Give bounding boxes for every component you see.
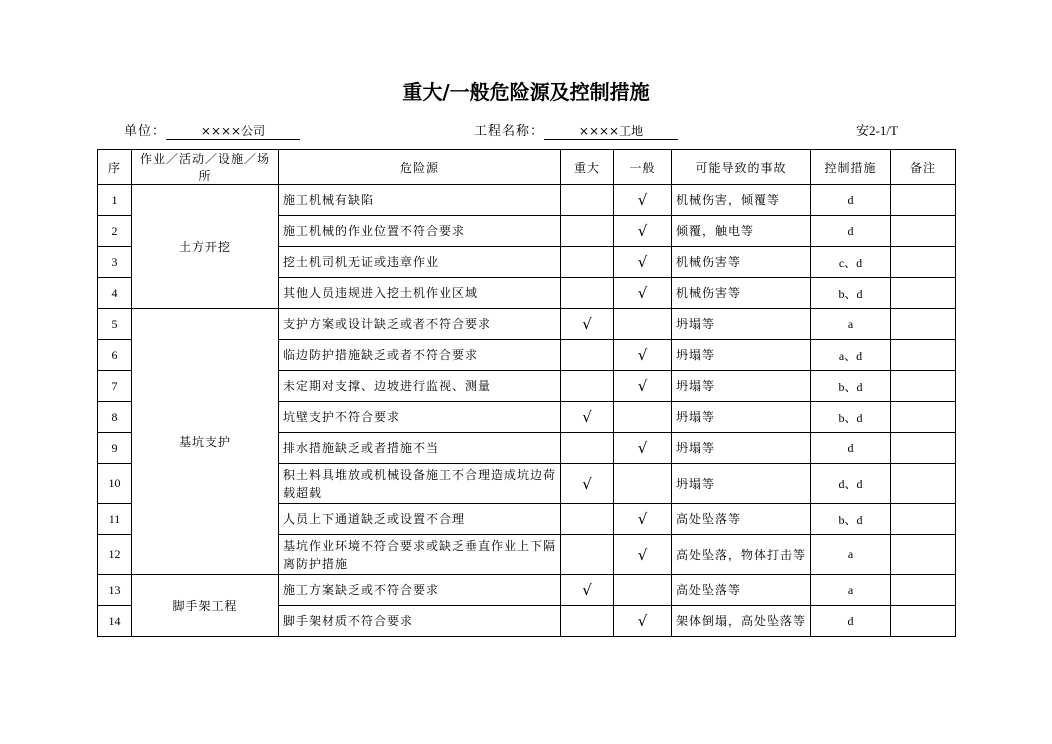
- col-header-accident: 可能导致的事故: [672, 150, 811, 185]
- general-check: √: [614, 247, 672, 278]
- row-number: 3: [98, 247, 132, 278]
- note-cell: [891, 309, 956, 340]
- hazard-cell: 施工方案缺乏或不符合要求: [279, 575, 561, 606]
- hazard-cell: 其他人员违规进入挖土机作业区域: [279, 278, 561, 309]
- note-cell: [891, 340, 956, 371]
- general-check: √: [614, 433, 672, 464]
- hazard-cell: 基坑作业环境不符合要求或缺乏垂直作业上下隔离防护措施: [279, 535, 561, 575]
- accident-cell: 坍塌等: [672, 464, 811, 504]
- activity-cell: 基坑支护: [132, 309, 279, 575]
- col-header-activity: 作业／活动／设施／场所: [132, 150, 279, 185]
- row-number: 13: [98, 575, 132, 606]
- activity-cell: 土方开挖: [132, 185, 279, 309]
- control-cell: d: [811, 606, 891, 637]
- major-check: [561, 504, 614, 535]
- row-number: 8: [98, 402, 132, 433]
- general-check: √: [614, 606, 672, 637]
- hazard-cell: 施工机械有缺陷: [279, 185, 561, 216]
- general-check: √: [614, 371, 672, 402]
- accident-cell: 坍塌等: [672, 309, 811, 340]
- row-number: 4: [98, 278, 132, 309]
- control-cell: a: [811, 575, 891, 606]
- note-cell: [891, 278, 956, 309]
- general-check: [614, 464, 672, 504]
- note-cell: [891, 575, 956, 606]
- row-number: 9: [98, 433, 132, 464]
- activity-cell: 脚手架工程: [132, 575, 279, 637]
- hazard-cell: 施工机械的作业位置不符合要求: [279, 216, 561, 247]
- major-check: [561, 247, 614, 278]
- general-check: √: [614, 185, 672, 216]
- accident-cell: 坍塌等: [672, 371, 811, 402]
- col-header-no: 序: [98, 150, 132, 185]
- page-title: 重大/一般危险源及控制措施: [402, 80, 650, 104]
- row-number: 7: [98, 371, 132, 402]
- accident-cell: 机械伤害等: [672, 247, 811, 278]
- hazard-cell: 脚手架材质不符合要求: [279, 606, 561, 637]
- control-cell: a: [811, 309, 891, 340]
- accident-cell: 坍塌等: [672, 340, 811, 371]
- hazard-cell: 坑壁支护不符合要求: [279, 402, 561, 433]
- note-cell: [891, 433, 956, 464]
- control-cell: b、d: [811, 371, 891, 402]
- accident-cell: 高处坠落，物体打击等: [672, 535, 811, 575]
- unit-field: [124, 120, 300, 140]
- major-check: [561, 278, 614, 309]
- control-cell: d: [811, 185, 891, 216]
- control-cell: d: [811, 216, 891, 247]
- col-header-note: 备注: [891, 150, 956, 185]
- major-check: [561, 535, 614, 575]
- accident-cell: 倾覆，触电等: [672, 216, 811, 247]
- control-cell: a、d: [811, 340, 891, 371]
- hazard-cell: 积土料具堆放或机械设备施工不合理造成坑边荷载超载: [279, 464, 561, 504]
- project-label: 工程名称：: [474, 124, 545, 139]
- row-number: 12: [98, 535, 132, 575]
- accident-cell: 高处坠落等: [672, 575, 811, 606]
- major-check: [561, 185, 614, 216]
- note-cell: [891, 504, 956, 535]
- table-body: [98, 185, 956, 637]
- major-check: √: [561, 309, 614, 340]
- major-check: √: [561, 464, 614, 504]
- note-cell: [891, 371, 956, 402]
- unit-value: ××××公司: [166, 124, 300, 140]
- row-number: 2: [98, 216, 132, 247]
- accident-cell: 坍塌等: [672, 433, 811, 464]
- hazard-cell: 排水措施缺乏或者措施不当: [279, 433, 561, 464]
- major-check: √: [561, 402, 614, 433]
- hazard-cell: 人员上下通道缺乏或设置不合理: [279, 504, 561, 535]
- row-number: 10: [98, 464, 132, 504]
- accident-cell: 架体倒塌，高处坠落等: [672, 606, 811, 637]
- note-cell: [891, 247, 956, 278]
- note-cell: [891, 216, 956, 247]
- control-cell: a: [811, 535, 891, 575]
- major-check: [561, 371, 614, 402]
- note-cell: [891, 606, 956, 637]
- table-row: [98, 309, 956, 340]
- hazard-cell: 临边防护措施缺乏或者不符合要求: [279, 340, 561, 371]
- hazard-cell: 支护方案或设计缺乏或者不符合要求: [279, 309, 561, 340]
- control-cell: d: [811, 433, 891, 464]
- control-cell: c、d: [811, 247, 891, 278]
- project-value: ××××工地: [544, 124, 678, 140]
- control-cell: b、d: [811, 504, 891, 535]
- general-check: √: [614, 504, 672, 535]
- header-row: [98, 150, 956, 185]
- note-cell: [891, 535, 956, 575]
- row-number: 14: [98, 606, 132, 637]
- form-code: 安2-1/T: [856, 123, 898, 138]
- general-check: [614, 575, 672, 606]
- control-cell: d、d: [811, 464, 891, 504]
- accident-cell: 机械伤害等: [672, 278, 811, 309]
- major-check: √: [561, 575, 614, 606]
- general-check: √: [614, 340, 672, 371]
- general-check: [614, 402, 672, 433]
- accident-cell: 坍塌等: [672, 402, 811, 433]
- control-cell: b、d: [811, 278, 891, 309]
- major-check: [561, 606, 614, 637]
- col-header-major: 重大: [561, 150, 614, 185]
- hazard-table: [97, 149, 956, 637]
- major-check: [561, 340, 614, 371]
- note-cell: [891, 185, 956, 216]
- table-row: [98, 185, 956, 216]
- major-check: [561, 433, 614, 464]
- row-number: 5: [98, 309, 132, 340]
- major-check: [561, 216, 614, 247]
- project-field: [474, 120, 678, 140]
- hazard-cell: 未定期对支撑、边坡进行监视、测量: [279, 371, 561, 402]
- col-header-general: 一般: [614, 150, 672, 185]
- general-check: √: [614, 216, 672, 247]
- hazard-cell: 挖土机司机无证或违章作业: [279, 247, 561, 278]
- control-cell: b、d: [811, 402, 891, 433]
- accident-cell: 机械伤害，倾覆等: [672, 185, 811, 216]
- col-header-control: 控制措施: [811, 150, 891, 185]
- note-cell: [891, 464, 956, 504]
- note-cell: [891, 402, 956, 433]
- accident-cell: 高处坠落等: [672, 504, 811, 535]
- col-header-hazard: 危险源: [279, 150, 561, 185]
- table-row: [98, 575, 956, 606]
- unit-label: 单位：: [124, 124, 167, 139]
- general-check: √: [614, 278, 672, 309]
- row-number: 6: [98, 340, 132, 371]
- general-check: [614, 309, 672, 340]
- row-number: 1: [98, 185, 132, 216]
- general-check: √: [614, 535, 672, 575]
- row-number: 11: [98, 504, 132, 535]
